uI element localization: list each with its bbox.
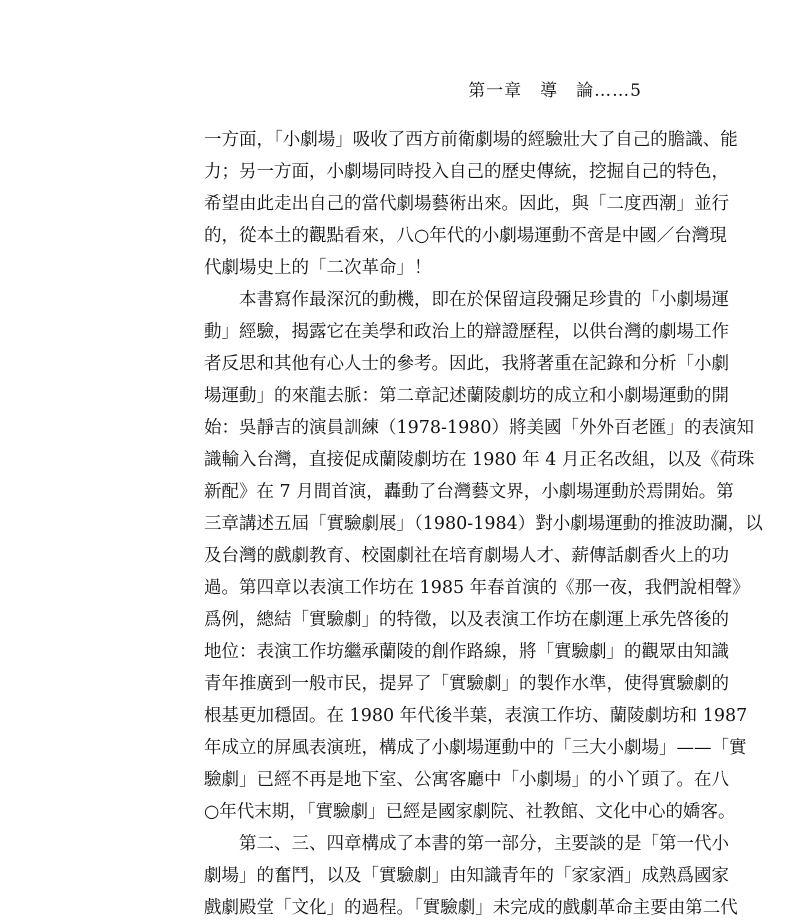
text-line: 者反思和其他有心人士的參考。因此，我將著重在記錄和分析「小劇: [204, 354, 729, 374]
paragraph: [204, 284, 763, 828]
text-line: 場運動」的來龍去脈：第二章記述蘭陵劇坊的成立和小劇場運動的開: [204, 386, 729, 406]
text-line: 一方面，「小劇場」吸收了西方前衛劇場的經驗壯大了自己的膽識、能: [204, 130, 738, 150]
text-line: 的，從本土的觀點看來，八○年代的小劇場運動不啻是中國／台灣現: [204, 226, 727, 246]
text-line: 本書寫作最深沉的動機，即在於保留這段彌足珍貴的「小劇場運: [239, 290, 729, 310]
text-line: 驗劇」已經不再是地下室、公寓客廳中「小劇場」的小丫頭了。在八: [204, 770, 729, 790]
text-line: 三章講述五屆「實驗劇展」（1980-1984）對小劇場運動的推波助瀾，以: [204, 514, 763, 534]
text-line: 根基更加穩固。在 1980 年代後半葉，表演工作坊、蘭陵劇坊和 1987: [204, 706, 748, 726]
text-line: 始：吳靜吉的演員訓練（1978-1980）將美國「外外百老匯」的表演知: [204, 418, 754, 438]
text-line: 新配》在 7 月間首演，轟動了台灣藝文界，小劇場運動於焉開始。第: [204, 482, 734, 502]
text-line: 力；另一方面，小劇場同時投入自己的歷史傳統，挖掘自己的特色，: [204, 162, 729, 182]
running-head: 第一章 導 論……5: [468, 81, 642, 101]
text-line: 第二、三、四章構成了本書的第一部分，主要談的是「第一代小: [239, 834, 729, 854]
text-line: 爲例，總結「實驗劇」的特徵，以及表演工作坊在劇運上承先啓後的: [204, 610, 729, 630]
paragraph: [204, 124, 738, 284]
paragraph: [204, 828, 738, 924]
text-line: 戲劇殿堂「文化」的過程。「實驗劇」未完成的戲劇革命主要由第二代: [204, 898, 738, 918]
text-line: 過。第四章以表演工作坊在 1985 年春首演的《那一夜，我們說相聲》: [204, 578, 750, 598]
text-line: 年成立的屏風表演班，構成了小劇場運動中的「三大小劇場」——「實: [204, 738, 747, 758]
text-line: 希望由此走出自己的當代劇場藝術出來。因此，與「二度西潮」並行: [204, 194, 729, 214]
text-line: 識輸入台灣，直接促成蘭陵劇坊在 1980 年 4 月正名改組，以及《荷珠: [204, 450, 755, 470]
text-line: ○年代末期，「實驗劇」已經是國家劇院、社教館、文化中心的嬌客。: [204, 802, 736, 822]
text-line: 地位：表演工作坊繼承蘭陵的創作路線，將「實驗劇」的觀眾由知識: [204, 642, 729, 662]
text-line: 動」經驗，揭露它在美學和政治上的辯證歷程，以供台灣的劇場工作: [204, 322, 729, 342]
text-line: 青年推廣到一般市民，提昇了「實驗劇」的製作水準，使得實驗劇的: [204, 674, 729, 694]
text-line: 劇場」的奮鬥，以及「實驗劇」由知識青年的「家家酒」成熟爲國家: [204, 866, 729, 886]
body-text: [204, 124, 763, 924]
text-line: 及台灣的戲劇教育、校園劇社在培育劇場人才、薪傳話劇香火上的功: [204, 546, 729, 566]
text-line: 代劇場史上的「二次革命」！: [204, 258, 432, 278]
